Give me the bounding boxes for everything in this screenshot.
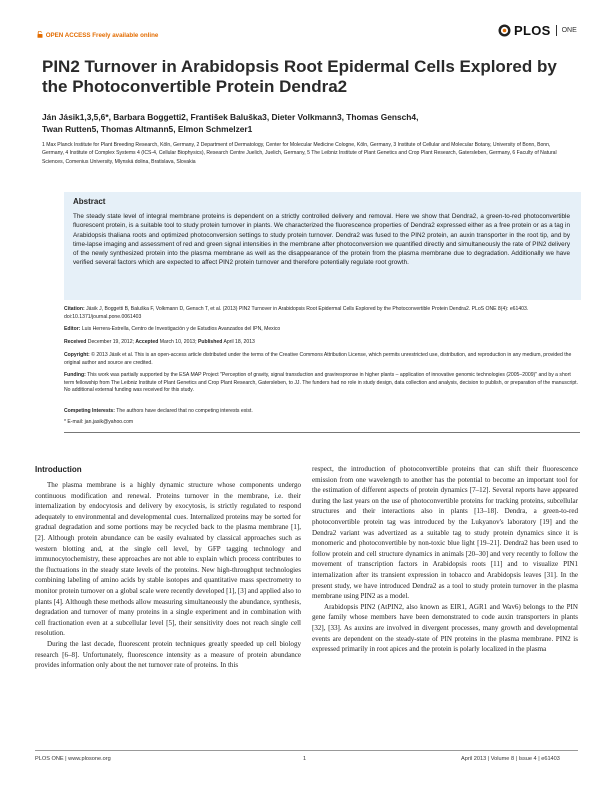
funding [64, 372, 580, 395]
journal-name: ONE [561, 27, 577, 34]
footer-journal[interactable]: PLOS ONE | www.plosone.org [35, 756, 111, 762]
abstract-box [64, 192, 581, 300]
funding-label: Funding: [64, 372, 86, 378]
intro-right-paragraph-1: respect, the introduction of photoconvertible proteins that can shift their fluorescence emission from one wavelength to another has the potential to become an important tool for the estimation of different aspects of protein dynamics [7–12]. Several reports have appeared during the last years on the use of photoconvertible proteins for tracking proteins, subcellular structures and their interactions also in plants [13–18]. Dendra, a green-to-red photoconvertible protein tag was introduced by the Lukyanov's laboratory [19] and the Dendra2 variant was advertized as a suitable tag to study protein dynamics since it is monomeric and photoconvertible by non-toxic blue light [19–21]. Dendra2 has been used to follow protein and cell structure dynamics in animals [20–30] and very recently to follow the movement of transcription factors in Arabidopsis roots [11] and to visualize PIN1 internalization after its transient expression in tobacco and Arabidopsis leaves [31]. In the present study, we have introduced Dendra2 as a tool to study protein turnover in the plasma membrane using PIN2 as a model. [312, 465, 578, 601]
intro-left-column [35, 480, 301, 671]
author-line-2: Twan Rutten5, Thomas Altmann5, Elmon Schmelzer1 [42, 124, 253, 134]
author-line-1: Ján Jásik1,3,5,6*, Barbara Boggetti2, František Baluška3, Dieter Volkmann3, Thomas Gensch4, [42, 112, 419, 122]
accepted-date: March 10, 2013; [159, 339, 197, 345]
copyright-text: © 2013 Jásik et al. This is an open-access article distributed under the terms of the Creative Commons Attribution License, which permits unrestricted use, distribution, and reproduction in any medium, provided the original author and source are credited. [64, 352, 572, 366]
open-access-banner [36, 31, 158, 39]
intro-left-paragraph-1: The plasma membrane is a highly dynamic structure whose components undergo continuous modification and renewal. Proteins turnover in the membrane, i.e. their internalization by endocytosis and delivery by exocytosis, is strictly regulated to respond adequately to environmental and developmental cues. Internalized proteins may be sorted for gradual degradation and some portions may be recycled back to the plasma membrane [1], [2]. Although protein abundance can be easily evaluated by classical approaches such as western blotting and, at the single cell level, by GFP tagging technology and immunocytochemistry, these approaches are not able to explain which process contributes to the fluctuations in the steady state levels of the proteins. New high-throughput technologies combining labeling of amino acids by stable isotopes and quantitative mass spectrometry to monitor protein turnover on a global scale were recently developed [1], [3] and applied also to plants [4]. Although these methods allow measuring simultaneously the abundance, synthesis, degradation and turnover of many proteins in a single experiment and in combination with cell fractionation even at a subcellular level [5], their sensitivity does not reach single cell resolution. [35, 481, 301, 638]
abstract-heading: Abstract [73, 197, 106, 206]
open-lock-icon [37, 31, 43, 38]
meta-divider [64, 432, 580, 433]
received-label: Received [64, 339, 87, 345]
intro-left-paragraph-2: During the last decade, fluorescent protein techniques greatly speeded up cell biology research [6–8]. Unfortunately, fluorescence intensity as a measure of protein abundance provides information only about the net turnover rate of proteins. In this [35, 639, 301, 670]
competing-interests [64, 408, 580, 416]
copyright-label: Copyright: [64, 352, 90, 358]
plos-one-logo[interactable] [498, 23, 577, 38]
competing-label: Competing Interests: [64, 408, 115, 414]
editor-label: Editor: [64, 326, 81, 332]
article-title: PIN2 Turnover in Arabidopsis Root Epidermal Cells Explored by the Photoconvertible Protein Dendra2 [42, 57, 557, 96]
author-list [42, 111, 572, 135]
abstract-text: The steady state level of integral membrane proteins is dependent on a strictly controlled delivery and removal. Here we show that Dendra2, a green-to-red photoconvertible fluorescent protein, is a suitable tool to study protein turnover in plants. We characterized the fluorescence properties of Dendra2 expressed either as a free protein or as a tag in Arabidopsis thaliana roots and optimized photoconversion settings to study protein turnover. Dendra2 was fused to the PIN2 protein, an auxin transporter in the root tip, and by time-lapse imaging and assessment of red and green signal intensities in the membrane after photoconversion we quantified directly and simultaneously the rate of PIN2 delivery of the newly synthesized protein into the plasma membrane as well as the disappearance of the protein from the plasma membrane due to degradation. Additionally we have verified several factors which are expected to affect PIN2 protein turnover and therefore potentially regulate root growth. [73, 213, 570, 267]
affiliations: 1 Max Planck Institute for Plant Breeding Research, Köln, Germany, 2 Department of Dermatology, Center for Molecular Medicine Cologne, Köln, Germany, 3 Institute of Cellular and Molecular Botany, University of Bonn, Bonn, Germany, 4 Institute of Complex Systems 4 (ICS-4, Cellular Biophysics), Research Centre Juelich, Juelich, Germany, 5 The Leibniz Institute of Plant Genetics and Crop Plant Research, Gatersleben, Germany, 6 Faculty of Natural Sciences, Comenius University, Mlynská dolina, Bratislava, Slovakia [42, 142, 557, 165]
footer-divider [35, 750, 578, 751]
intro-right-column [312, 464, 578, 655]
editor [64, 326, 580, 334]
publisher-name: PLOS [514, 23, 551, 38]
accepted-label: Accepted [135, 339, 159, 345]
intro-right-paragraph-2: Arabidopsis PIN2 (AtPIN2, also known as EIR1, AGR1 and Wav6) belongs to the PIN gene family whose members have been demonstrated to code auxin transporters in plants [32], [33]. As auxins are involved in divergent processes, many growth and developmental events are dependent on the steady-state of PIN proteins in the plasma membrane. PIN2 is expressed primarily in root apices and the protein is polarly localized in the plasma [312, 602, 578, 654]
citation-label: Citation: [64, 306, 85, 312]
competing-text: The authors have declared that no competing interests exist. [116, 408, 253, 414]
email[interactable]: * E-mail: jan.jasik@yahoo.com [64, 419, 134, 425]
citation-text: Jásik J, Boggetti B, Baluška F, Volkmann D, Gensch T, et al. (2013) PIN2 Turnover in Arabidopsis Root Epidermal Cells Explored by the Photoconvertible Protein Dendra2. PLoS ONE 8(4): e61403. doi:10.1371/journal.pone.0061403 [64, 306, 529, 320]
plos-logo-icon [498, 24, 511, 37]
citation [64, 306, 580, 321]
published-label: Published [197, 339, 223, 345]
logo-divider [556, 25, 557, 36]
published-date: April 18, 2013 [223, 339, 255, 345]
dates [64, 339, 580, 347]
copyright [64, 352, 580, 367]
intro-heading: Introduction [35, 465, 82, 474]
open-access-label: OPEN ACCESS Freely available online [45, 32, 159, 39]
funding-text: This work was partially supported by the ESA MAP Project "Perception of gravity, signal transduction and gravirespronse in higher plants – application of innovative genomic technologies (2005–2009)" and by a short term fellowship from The Leibniz Institute of Plant Genetics and Crop Plant Research, Gatersleben, to JJ. The funders had no role in study design, data collection and analysis, decision to publish, or preparation of the manuscript. No additional external funding was received for this study. [64, 372, 578, 394]
footer-issue: April 2013 | Volume 8 | Issue 4 | e61403 [461, 756, 560, 762]
page-number: 1 [303, 756, 307, 762]
received-date: December 19, 2012; [87, 339, 134, 345]
editor-text: Luis Herrera-Estrella, Centro de Investigación y de Estudios Avanzados del IPN, Mexico [81, 326, 281, 332]
